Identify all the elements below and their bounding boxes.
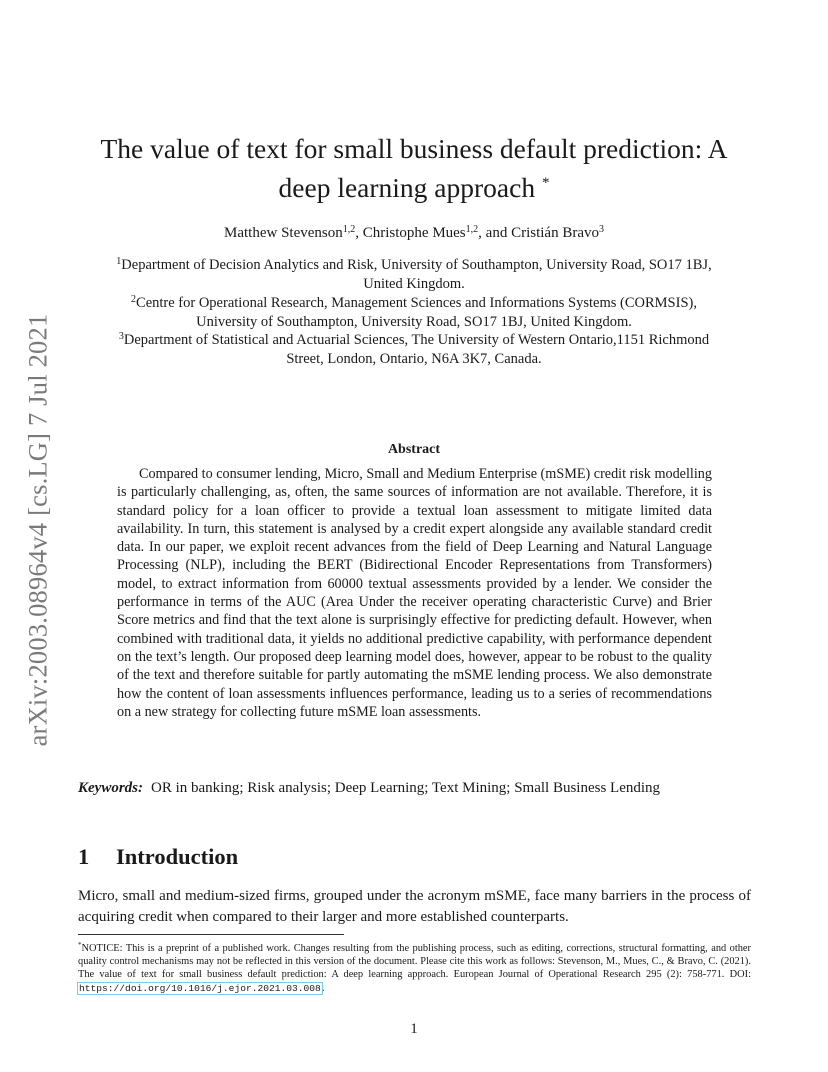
affiliation-line: Department of Decision Analytics and Risk, University of Southampton, University Road, SO17 1BJ, [121, 257, 712, 273]
abstract-heading: Abstract [387, 442, 441, 457]
author-name: Cristián Bravo [511, 225, 599, 241]
title-line-1: The value of text for small business default prediction: A [100, 133, 728, 164]
author-affiliation-mark: 1,2 [342, 224, 356, 235]
title-line-2: deep learning approach [278, 172, 536, 203]
keywords [78, 778, 751, 798]
title-footnote-mark: * [541, 175, 550, 191]
section-number: 1 [78, 844, 90, 869]
author-separator: , and [478, 225, 512, 241]
affiliation-line: United Kingdom. [363, 275, 465, 292]
footnote-mark: * [78, 941, 82, 949]
author-separator: , [355, 225, 363, 241]
affiliation-2 [80, 291, 748, 331]
author-affiliation-mark: 3 [598, 224, 604, 235]
section-heading-introduction [78, 844, 238, 870]
author-affiliation-mark: 1,2 [465, 224, 479, 235]
author-list [80, 220, 748, 243]
affiliation-mark: 2 [131, 294, 137, 305]
paper-title [80, 132, 748, 205]
arxiv-identifier: arXiv:2003.08964v4 [cs.LG] 7 Jul 2021 [22, 313, 53, 747]
footnote-text: NOTICE: This is a preprint of a published work. Changes resulting from the publishing process, such as editing, corrections, structural formatting, and other quality control mechanisms may not be reflected in this version of the document. Please cite this work as follows: Stevenson, M., Mues, C., & Bravo, C. (2021). The value of text for small business default prediction: A deep learning approach. European Journal of Operational Research 295 (2): 758-771. DOI: [78, 943, 751, 981]
abstract-text: Compared to consumer lending, Micro, Small and Medium Enterprise (mSME) credit risk modelling is particularly challenging, as, often, the same sources of information are not available. Therefore, it is standard policy for a loan officer to provide a textual loan assessment to mitigate limited data availability. In turn, this statement is analysed by a credit expert alongside any available standard credit data. In our paper, we exploit recent advances from the field of Deep Learning and Natural Language Processing (NLP), including the BERT (Bidirectional Encoder Representations from Transformers) model, to extract information from 60000 textual assessments provided by a lender. We consider the performance in terms of the AUC (Area Under the receiver operating characteristic Curve) and Brier Score metrics and find that the text alone is surprisingly effective for predicting default. However, when combined with traditional data, it yields no additional predictive capability, with performance dependent on the text’s length. Our proposed deep learning model does, however, appear to be robust to the quality of the text and therefore suitable for partly automating the mSME lending process. We also demonstrate how the content of loan assessments influences performance, leading us to a series of recommendations on a new strategy for collecting future mSME loan assessments. [117, 466, 712, 720]
footnote [78, 939, 751, 995]
footnote-end: . [321, 982, 325, 994]
author-name: Christophe Mues [362, 225, 466, 241]
keywords-label: Keywords: [78, 780, 143, 796]
affiliation-mark: 1 [116, 256, 122, 267]
doi-link[interactable]: https://doi.org/10.1016/j.ejor.2021.03.008 [79, 982, 321, 994]
affiliation-mark: 3 [118, 331, 124, 342]
section-title: Introduction [116, 844, 239, 869]
affiliation-line: University of Southampton, University Road, SO17 1BJ, United Kingdom. [196, 313, 632, 330]
affiliation-line: Department of Statistical and Actuarial Sciences, The University of Western Ontario,1151 Richmond [123, 332, 710, 348]
keywords-text: OR in banking; Risk analysis; Deep Learning; Text Mining; Small Business Lending [151, 780, 661, 796]
author-name: Matthew Stevenson [224, 225, 343, 241]
affiliation-line: Centre for Operational Research, Management Sciences and Informations Systems (CORMSIS), [136, 295, 697, 311]
affiliation-line: Street, London, Ontario, N6A 3K7, Canada. [286, 350, 542, 367]
footnote-rule [78, 934, 344, 935]
introduction-paragraph: Micro, small and medium-sized firms, grouped under the acronym mSME, face many barriers in the process of acquiring credit when compared to their larger and more established counterparts. [78, 888, 751, 925]
affiliation-1 [80, 253, 748, 293]
page-number: 1 [410, 1021, 418, 1037]
affiliation-3 [80, 328, 748, 368]
